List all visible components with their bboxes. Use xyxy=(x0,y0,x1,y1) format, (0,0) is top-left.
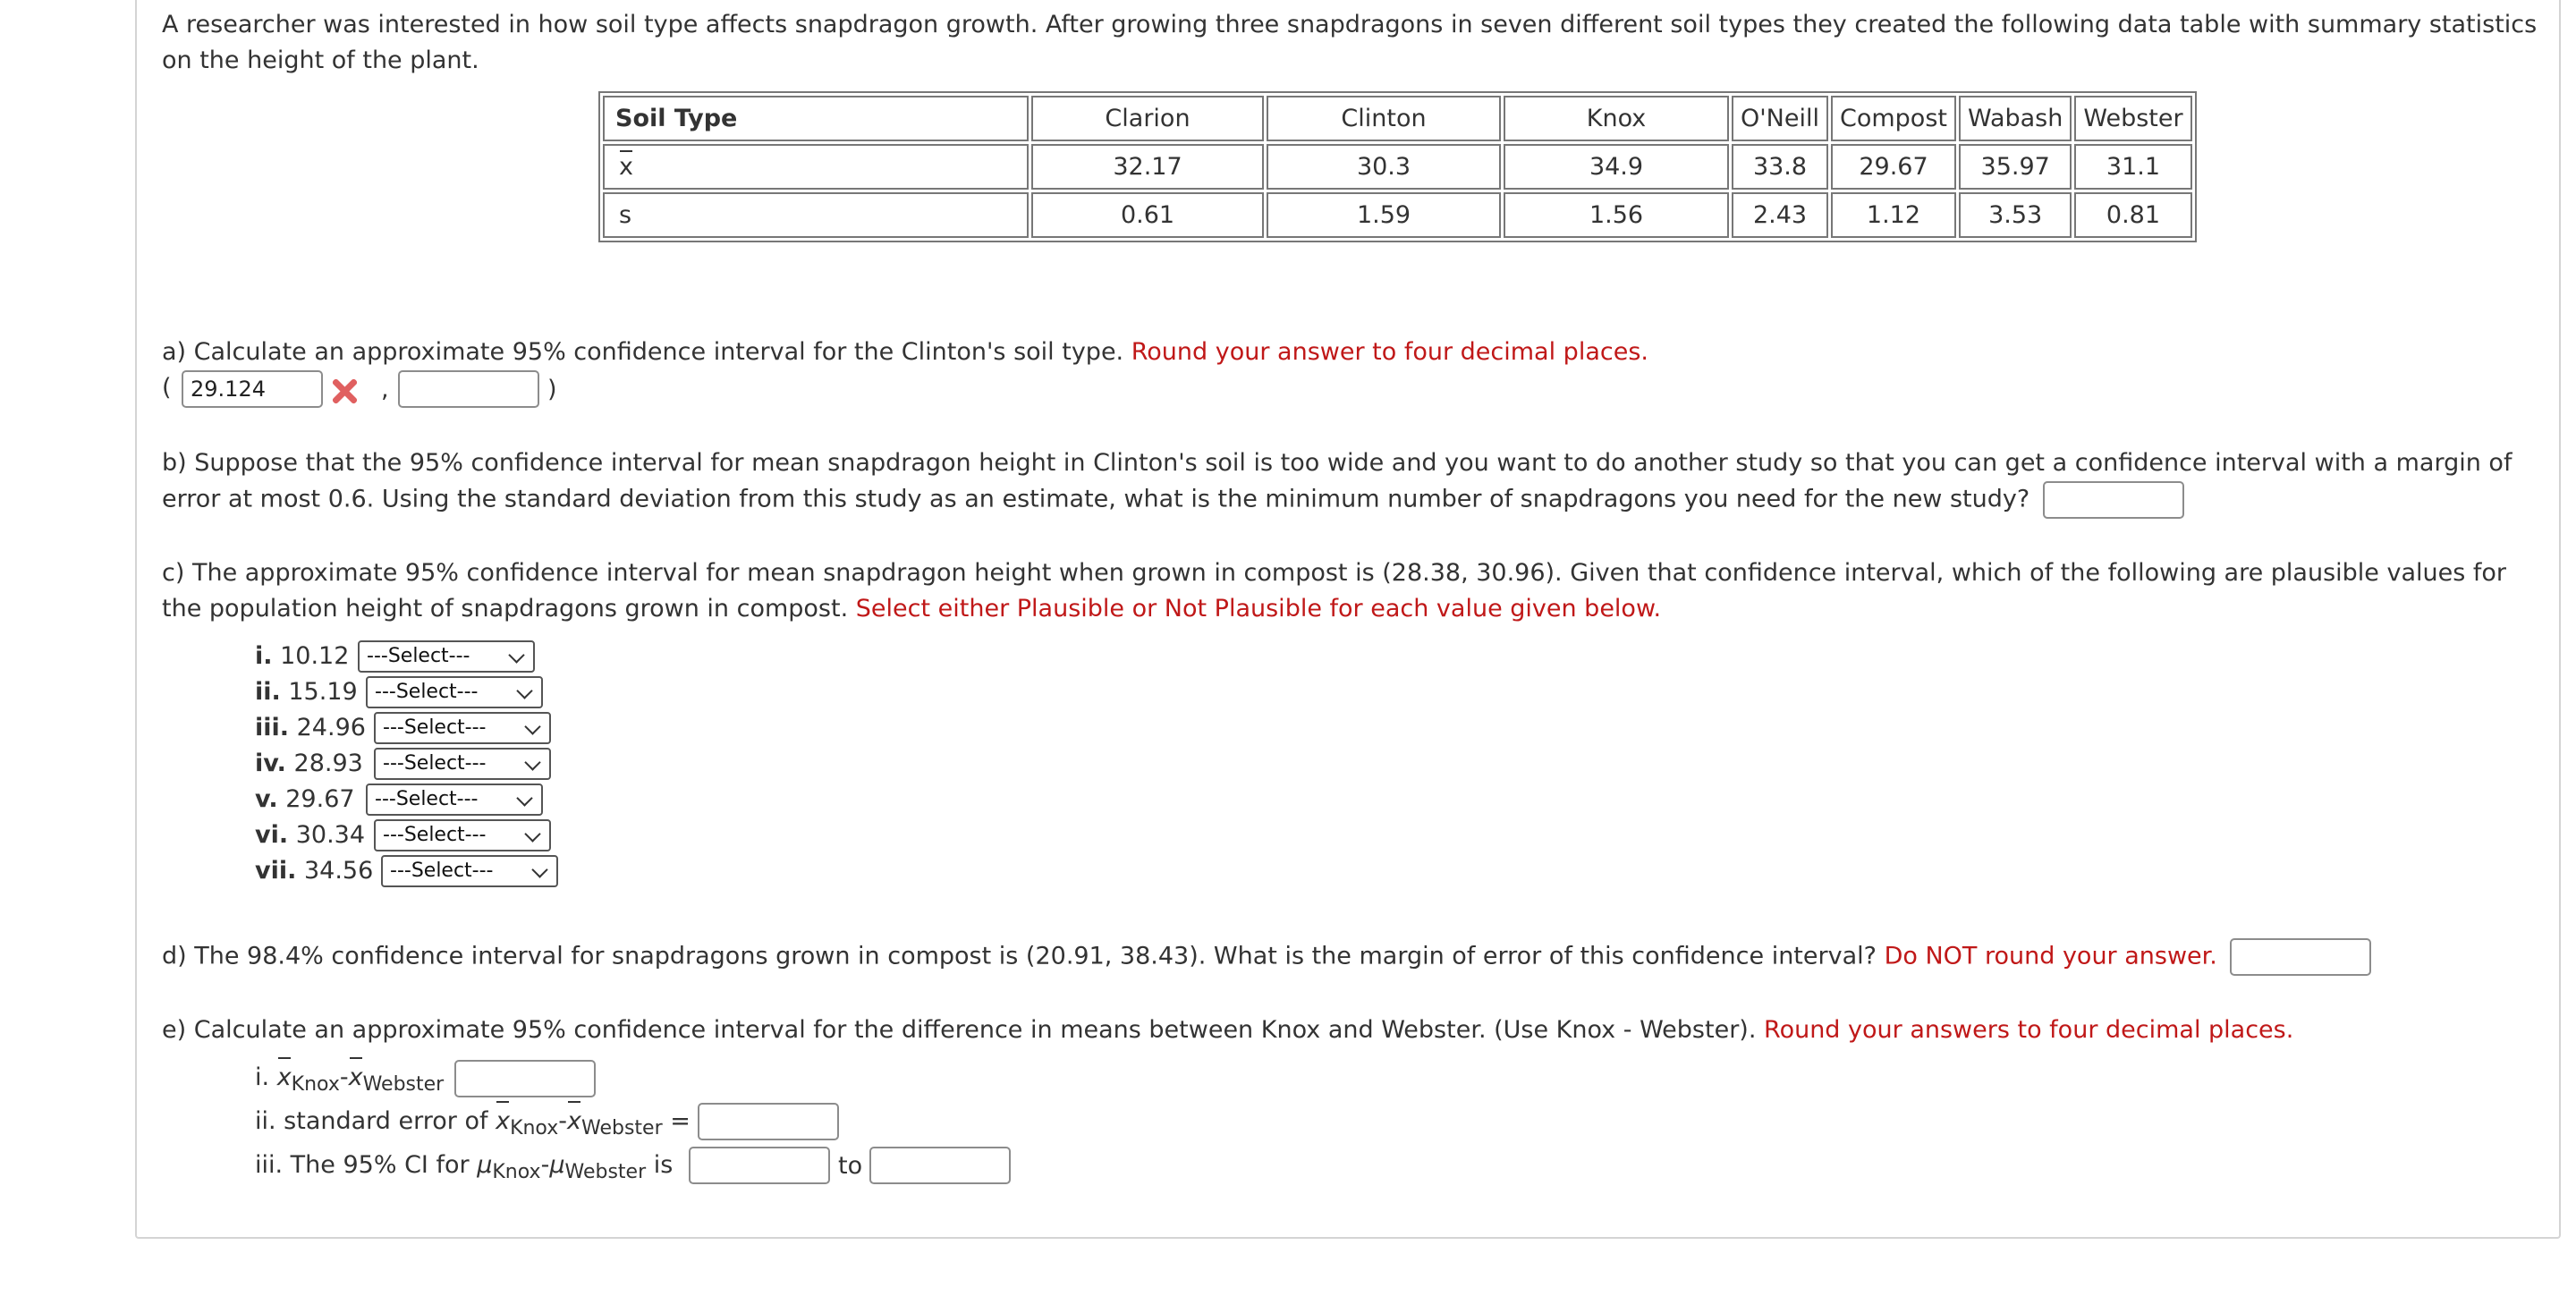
table-header-row xyxy=(603,96,2192,141)
plausible-select-3[interactable] xyxy=(374,712,551,744)
xbar-symbol: x xyxy=(496,1104,510,1139)
part-d-question xyxy=(162,938,2541,976)
item-value: 30.34 xyxy=(295,821,366,849)
table-row-mean xyxy=(603,144,2192,190)
plausible-select-4[interactable] xyxy=(374,748,551,780)
subscript-webster: Webster xyxy=(362,1073,445,1096)
item-numeral: i. xyxy=(255,642,273,670)
wrong-x-icon xyxy=(331,377,358,404)
intro-text: A researcher was interested in how soil type affects snapdragon growth. After growing three snapdragons in seven different soil types they created the following data table with summary statistics on the height of the plant. xyxy=(162,11,2538,74)
plausible-select-5[interactable] xyxy=(366,784,543,816)
part-a-question-text: a) Calculate an approximate 95% confidence interval for the Clinton's soil type. xyxy=(162,338,1124,366)
mean-difference-input[interactable] xyxy=(454,1060,596,1097)
equals-sign: = xyxy=(670,1107,691,1135)
table-cell: 1.59 xyxy=(1267,192,1501,238)
plausible-item-2 xyxy=(255,674,358,710)
part-e-item-ii xyxy=(255,1104,691,1147)
margin-of-error-input[interactable] xyxy=(2230,938,2371,976)
table-cell: 0.81 xyxy=(2074,192,2191,238)
row-label-xbar xyxy=(603,144,1029,190)
part-e-question-text: e) Calculate an approximate 95% confidence interval for the difference in means between Knox and Webster. (Use Knox - Webster). xyxy=(162,1016,1757,1044)
mu-symbol: μ xyxy=(549,1151,565,1179)
table-col-header: Clinton xyxy=(1267,96,1501,141)
plausible-select-2[interactable] xyxy=(366,676,543,708)
plausible-item-6 xyxy=(255,817,365,853)
table-col-header: Compost xyxy=(1831,96,1956,141)
item-value: 28.93 xyxy=(293,750,363,777)
open-paren: ( xyxy=(162,374,172,402)
chevron-down-icon xyxy=(524,718,540,734)
select-value: ---Select--- xyxy=(375,788,479,810)
part-c-instruction: Select either Plausible or Not Plausible for each value given below. xyxy=(855,595,1662,623)
subscript-knox: Knox xyxy=(510,1117,559,1139)
row-label-s: s xyxy=(603,192,1029,238)
item-iii-prefix: iii. The 95% CI for xyxy=(255,1151,470,1179)
table-cell: 1.56 xyxy=(1504,192,1729,238)
chevron-down-icon xyxy=(524,826,540,842)
plausible-item-5 xyxy=(255,782,355,817)
table-cell: 30.3 xyxy=(1267,144,1501,190)
xbar-symbol: x xyxy=(349,1060,363,1096)
sample-size-input[interactable] xyxy=(2043,481,2184,519)
item-value: 24.96 xyxy=(296,714,366,741)
plausible-select-7[interactable] xyxy=(381,855,558,887)
table-cell: 3.53 xyxy=(1959,192,2072,238)
xbar-symbol: x xyxy=(277,1060,292,1096)
plausible-select-1[interactable] xyxy=(358,640,535,673)
table-cell: 0.61 xyxy=(1031,192,1264,238)
chevron-down-icon xyxy=(516,790,532,806)
item-value: 10.12 xyxy=(280,642,350,670)
subscript-knox: Knox xyxy=(492,1161,541,1183)
chevron-down-icon xyxy=(531,861,547,877)
part-e-item-iii xyxy=(255,1148,673,1190)
part-a-instruction: Round your answer to four decimal places. xyxy=(1131,338,1648,366)
select-value: ---Select--- xyxy=(367,645,470,667)
item-value: 15.19 xyxy=(288,678,358,706)
ci-upper-input[interactable] xyxy=(398,370,539,408)
table-cell: 29.67 xyxy=(1831,144,1956,190)
xbar-symbol: x xyxy=(567,1104,581,1139)
table-cell: 31.1 xyxy=(2074,144,2191,190)
table-cell: 32.17 xyxy=(1031,144,1264,190)
ci-lower-input[interactable] xyxy=(182,370,323,408)
chevron-down-icon xyxy=(508,647,524,663)
plausible-select-6[interactable] xyxy=(374,819,551,851)
mu-symbol: μ xyxy=(477,1151,493,1179)
part-b-question-text: b) Suppose that the 95% confidence interval for mean snapdragon height in Clinton's soil is too wide and you want to do another study so that you can get a confidence interval with a margin of error at most 0.6. Using the standard deviation from this study as an estimate, what is the minimum number of snapdragons you need for the new study? xyxy=(162,449,2512,513)
plausible-item-7 xyxy=(255,853,373,889)
subscript-webster: Webster xyxy=(564,1161,647,1183)
table-cell: 35.97 xyxy=(1959,144,2072,190)
item-value: 34.56 xyxy=(303,857,374,885)
minus-sign: - xyxy=(339,1063,349,1091)
to-word: to xyxy=(838,1152,863,1180)
plausible-item-3 xyxy=(255,710,366,746)
minus-sign: - xyxy=(558,1107,567,1135)
table-col-header: Knox xyxy=(1504,96,1729,141)
table-col-header: Webster xyxy=(2074,96,2191,141)
table-cell: 1.12 xyxy=(1831,192,1956,238)
select-value: ---Select--- xyxy=(383,752,487,775)
part-c-question xyxy=(162,555,2541,627)
table-row-sd xyxy=(603,192,2192,238)
part-d-instruction: Do NOT round your answer. xyxy=(1884,942,2217,970)
xbar-symbol: x xyxy=(619,153,633,181)
chevron-down-icon xyxy=(516,682,532,699)
table-cell: 34.9 xyxy=(1504,144,1729,190)
part-b-question xyxy=(162,445,2541,519)
item-numeral: ii. xyxy=(255,678,281,706)
part-c-question-text: c) The approximate 95% confidence interval for mean snapdragon height when grown in compost is (28.38, 30.96). Given that confidence interval, which of the following are plausible values for the population height of snapdragons grown in compost. xyxy=(162,559,2507,623)
ci-difference-upper-input[interactable] xyxy=(869,1147,1011,1184)
comma: , xyxy=(381,376,389,403)
subscript-webster: Webster xyxy=(580,1117,663,1139)
select-value: ---Select--- xyxy=(383,716,487,739)
chevron-down-icon xyxy=(524,754,540,770)
table-col-header: O'Neill xyxy=(1732,96,1828,141)
plausible-item-1 xyxy=(255,639,349,674)
standard-error-input[interactable] xyxy=(698,1103,839,1140)
close-paren: ) xyxy=(547,376,557,403)
item-numeral: vi. xyxy=(255,821,289,849)
summary-stats-table xyxy=(598,91,2197,242)
table-col-header: Wabash xyxy=(1959,96,2072,141)
item-numeral: iv. xyxy=(255,750,286,777)
item-numeral: vii. xyxy=(255,857,297,885)
table-header-soil-type: Soil Type xyxy=(603,96,1029,141)
part-e-question xyxy=(162,1012,2541,1048)
item-numeral: v. xyxy=(255,785,278,813)
plausible-item-4 xyxy=(255,746,363,782)
table-col-header: Clarion xyxy=(1031,96,1264,141)
item-value: 29.67 xyxy=(285,785,355,813)
select-value: ---Select--- xyxy=(390,860,494,882)
item-i-prefix: i. xyxy=(255,1063,270,1091)
ci-difference-lower-input[interactable] xyxy=(689,1147,830,1184)
item-numeral: iii. xyxy=(255,714,290,741)
is-word: is xyxy=(653,1151,674,1179)
minus-sign: - xyxy=(540,1151,550,1179)
part-e-item-i xyxy=(255,1060,444,1103)
part-d-question-text: d) The 98.4% confidence interval for snapdragons grown in compost is (20.91, 38.43). What is the margin of error of this confidence interval? xyxy=(162,942,1877,970)
item-ii-prefix: ii. standard error of xyxy=(255,1107,488,1135)
part-e-instruction: Round your answers to four decimal places. xyxy=(1764,1016,2294,1044)
part-a-answer-row xyxy=(162,370,172,406)
table-cell: 2.43 xyxy=(1732,192,1828,238)
select-value: ---Select--- xyxy=(375,681,479,703)
part-a-question xyxy=(162,335,2541,370)
select-value: ---Select--- xyxy=(383,824,487,846)
subscript-knox: Knox xyxy=(291,1073,340,1096)
table-cell: 33.8 xyxy=(1732,144,1828,190)
